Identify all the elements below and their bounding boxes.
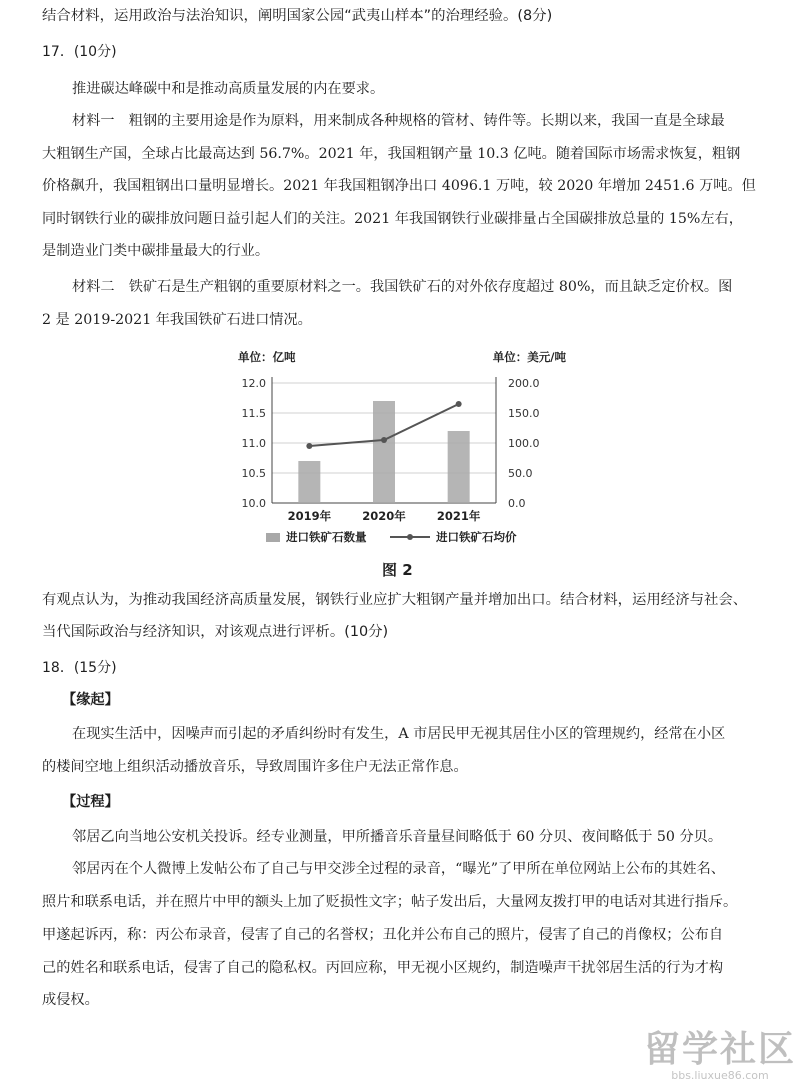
legend-bar-swatch xyxy=(266,533,280,542)
left-tick-label: 12.0 xyxy=(241,377,266,390)
text-line: 是制造业门类中碳排量最大的行业。 xyxy=(42,243,270,259)
text-line: 在现实生活中，因噪声而引起的矛盾纠纷时有发生，A 市居民甲无视其居住小区的管理规约，经常在小区 xyxy=(72,726,726,742)
x-tick-label: 2021年 xyxy=(436,509,481,523)
text-line: 18．(15分) xyxy=(42,660,117,676)
legend-label-price: 进口铁矿石均价 xyxy=(436,530,517,544)
right-tick-label: 200.0 xyxy=(508,377,540,390)
text-line: 同时钢铁行业的碳排放问题日益引起人们的关注。2021 年我国钢铁行业碳排量占全国碳排放总量的 15%左右， xyxy=(42,211,743,227)
chart-svg xyxy=(230,345,570,560)
text-line: 当代国际政治与经济知识，对该观点进行评析。(10分) xyxy=(42,624,389,640)
right-tick-label: 50.0 xyxy=(508,467,533,480)
text-line: 邻居乙向当地公安机关投诉。经专业测量，甲所播音乐音量昼间略低于 60 分贝、夜间略低于 50 分贝。 xyxy=(72,829,723,845)
legend-line-marker xyxy=(407,534,413,540)
figure-caption: 图 2 xyxy=(382,561,413,579)
text-line: 有观点认为，为推动我国经济高质量发展，钢铁行业应扩大粗钢产量并增加出口。结合材料，运用经济与社会、 xyxy=(42,592,748,608)
right-tick-label: 100.0 xyxy=(508,437,540,450)
text-line: 的楼间空地上组织活动播放音乐，导致周围许多住户无法正常作息。 xyxy=(42,759,468,775)
right-axis-unit-label: 单位：美元/吨 xyxy=(492,350,566,364)
text-line: 【过程】 xyxy=(62,794,119,810)
watermark-logo xyxy=(644,1031,796,1082)
text-line: 推进碳达峰碳中和是推动高质量发展的内在要求。 xyxy=(72,81,385,97)
x-tick-label: 2019年 xyxy=(287,509,332,523)
watermark-text: 留学社区 xyxy=(643,1029,796,1070)
text-line: 照片和联系电话，并在照片中甲的额头上加了贬损性文字；帖子发出后，大量网友拨打甲的电话对其进行指斥。 xyxy=(42,894,738,910)
right-tick-label: 150.0 xyxy=(508,407,540,420)
watermark-url: bbs.liuxue86.com xyxy=(671,1069,769,1082)
text-line: 材料一 粗钢的主要用途是作为原料，用来制成各种规格的管材、铸件等。长期以来，我国一直是全球最 xyxy=(72,113,725,129)
legend-label-volume: 进口铁矿石数量 xyxy=(286,530,367,544)
avg-price-point xyxy=(381,437,387,443)
import-volume-bar xyxy=(373,401,395,503)
left-tick-label: 10.0 xyxy=(241,497,266,510)
avg-price-point xyxy=(456,401,462,407)
x-tick-label: 2020年 xyxy=(362,509,406,523)
text-line: 2 是 2019-2021 年我国铁矿石进口情况。 xyxy=(42,312,312,328)
left-axis-unit-label: 单位：亿吨 xyxy=(238,350,296,364)
avg-price-point xyxy=(306,443,312,449)
text-line: 17．(10分) xyxy=(42,44,117,60)
text-line: 邻居丙在个人微博上发帖公布了自己与甲交涉全过程的录音，“曝光”了甲所在单位网站上公布的其姓名、 xyxy=(72,861,725,877)
import-volume-bar xyxy=(448,431,470,503)
left-tick-label: 11.5 xyxy=(241,407,266,420)
text-line: 己的姓名和联系电话，侵害了自己的隐私权。丙回应称，甲无视小区规约，制造噪声干扰邻居生活的行为才构 xyxy=(42,960,724,976)
text-line: 大粗钢生产国，全球占比最高达到 56.7%。2021 年，我国粗钢产量 10.3 亿吨。随着国际市场需求恢复，粗钢 xyxy=(42,146,741,162)
import-volume-bar xyxy=(298,461,320,503)
text-line: 材料二 铁矿石是生产粗钢的重要原材料之一。我国铁矿石的对外依存度超过 80%，而且缺乏定价权。图 xyxy=(72,279,733,295)
text-line: 结合材料，运用政治与法治知识，阐明国家公园“武夷山样本”的治理经验。(8分) xyxy=(42,8,553,24)
left-tick-label: 10.5 xyxy=(241,467,266,480)
iron-ore-import-chart xyxy=(230,345,570,585)
text-line: 甲遂起诉丙，称：丙公布录音，侵害了自己的名誉权；丑化并公布自己的照片，侵害了自己的肖像权；公布自 xyxy=(42,927,724,943)
text-line: 成侵权。 xyxy=(42,992,99,1008)
right-tick-label: 0.0 xyxy=(508,497,526,510)
text-line: 【缘起】 xyxy=(62,692,119,708)
left-tick-label: 11.0 xyxy=(241,437,266,450)
text-line: 价格飙升，我国粗钢出口量明显增长。2021 年我国粗钢净出口 4096.1 万吨，较 2020 年增加 2451.6 万吨。但 xyxy=(42,178,756,194)
